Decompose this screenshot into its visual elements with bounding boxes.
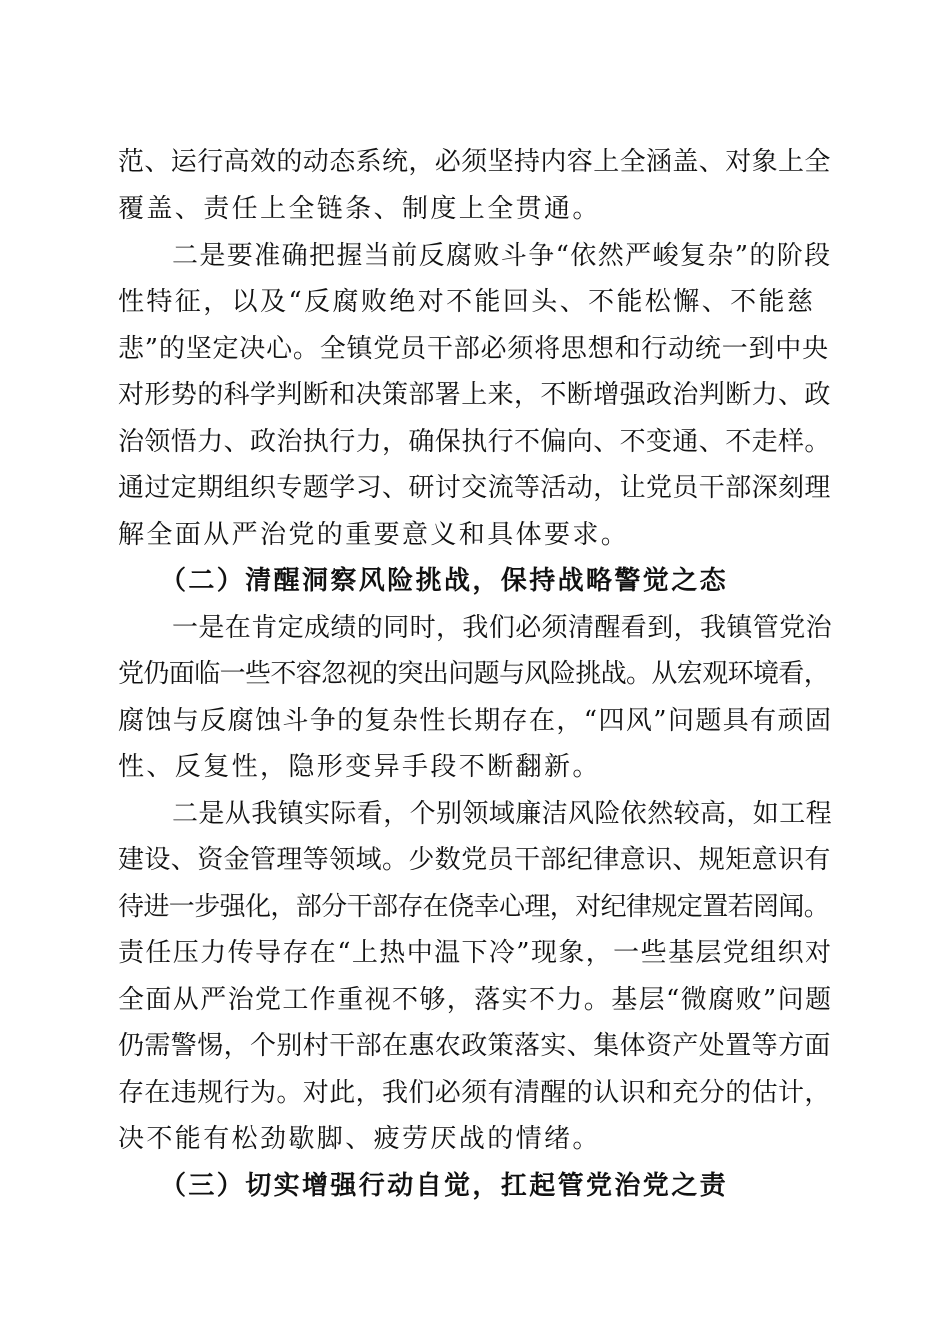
- text-line: 性、反复性，隐形变异手段不断翻新。: [118, 752, 601, 782]
- text-line: 通过定期组织专题学习、研讨交流等活动，让党员干部深刻理: [118, 473, 831, 503]
- text-line: 腐蚀与反腐蚀斗争的复杂性长期存在，“四风”问题具有顽固: [118, 706, 833, 736]
- text-line: 范、运行高效的动态系统，必须坚持内容上全涵盖、对象上全: [118, 147, 831, 177]
- text-line: 二是从我镇实际看，个别领域廉洁风险依然较高，如工程: [172, 799, 833, 829]
- text-line: 治领悟力、政治执行力，确保执行不偏向、不变通、不走样。: [118, 427, 831, 457]
- text-line: 解全面从严治党的重要意义和具体要求。: [118, 520, 630, 550]
- text-line: 对形势的科学判断和决策部署上来，不断增强政治判断力、政: [118, 380, 831, 410]
- text-line: 性特征，以及“反腐败绝对不能回头、不能松懈、不能慈: [118, 287, 816, 317]
- text-line: 决不能有松劲歇脚、疲劳厌战的情绪。: [118, 1124, 601, 1154]
- text-line: 悲”的坚定决心。全镇党员干部必须将思想和行动统一到中央: [118, 334, 829, 364]
- text-line: 覆盖、责任上全链条、制度上全贯通。: [118, 194, 601, 224]
- section-heading: （三）切实增强行动自觉，扛起管党治党之责: [160, 1171, 729, 1201]
- section-heading: （二）清醒洞察风险挑战，保持战略警觉之态: [160, 566, 729, 596]
- text-line: 责任压力传导存在“上热中温下冷”现象，一些基层党组织对: [118, 938, 833, 968]
- text-line: 待进一步强化，部分干部存在侥幸心理，对纪律规定置若罔闻。: [118, 892, 830, 922]
- text-line: 党仍面临一些不容忽视的突出问题与风险挑战。从宏观环境看，: [118, 659, 830, 689]
- text-line: 仍需警惕，个别村干部在惠农政策落实、集体资产处置等方面: [118, 1031, 831, 1061]
- text-line: 建设、资金管理等领域。少数党员干部纪律意识、规矩意识有: [118, 845, 831, 875]
- text-line: 一是在肯定成绩的同时，我们必须清醒看到，我镇管党治: [172, 613, 833, 643]
- text-line: 二是要准确把握当前反腐败斗争“依然严峻复杂”的阶段: [172, 241, 832, 271]
- text-line: 存在违规行为。对此，我们必须有清醒的认识和充分的估计，: [118, 1078, 831, 1108]
- text-line: 全面从严治党工作重视不够，落实不力。基层“微腐败”问题: [118, 985, 833, 1015]
